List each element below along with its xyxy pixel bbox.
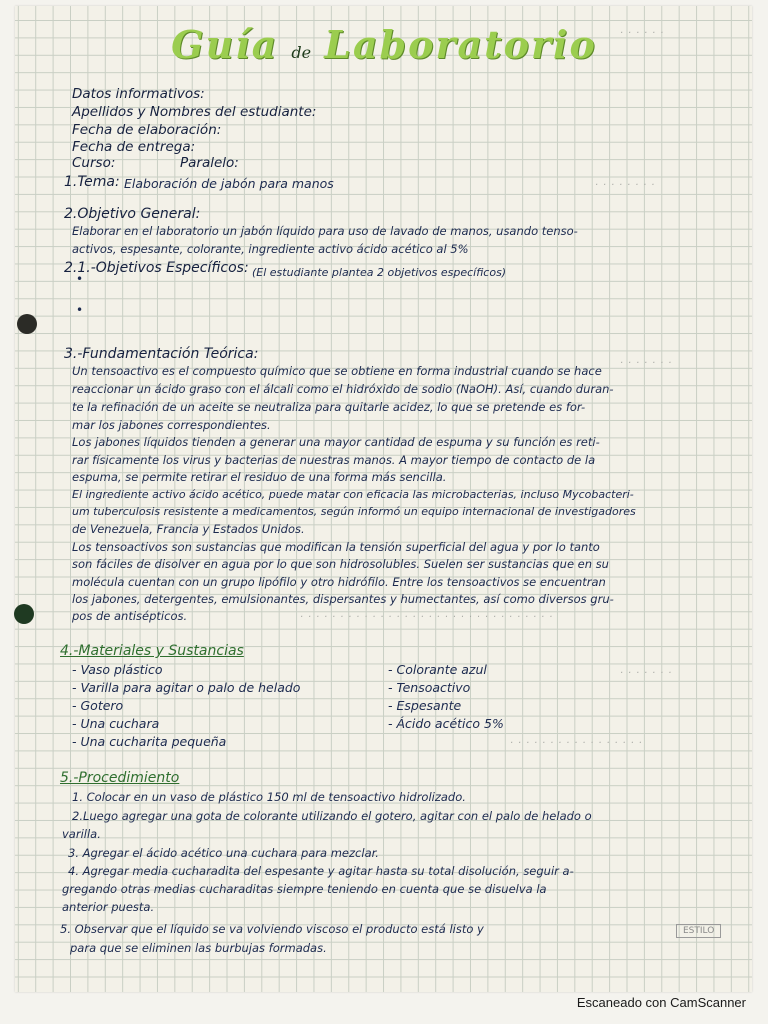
procedimiento-line: gregando otras medias cucharaditas siempre teniendo en cuenta que se disuelva la xyxy=(62,882,547,896)
sustancia-item: - Colorante azul xyxy=(388,662,487,677)
procedimiento-line: 4. Agregar media cucharadita del espesante y agitar hasta su total disolución, seguir a- xyxy=(68,864,574,878)
field-fecha-entrega: Fecha de entrega: xyxy=(72,139,196,155)
tema-text: Elaboración de jabón para manos xyxy=(124,176,334,191)
procedimiento-line: 3. Agregar el ácido acético una cuchara para mezclar. xyxy=(68,846,379,860)
fundamentacion-line: pos de antisépticos. xyxy=(72,609,188,623)
sustancia-item: - Ácido acético 5% xyxy=(388,716,504,731)
fundamentacion-line: molécula cuentan con un grupo lipófilo y otro hidrófilo. Entre los tensoactivos se encuentran xyxy=(72,575,606,589)
fundamentacion-line: mar los jabones correspondientes. xyxy=(72,418,271,432)
objetivos-especificos-note: (El estudiante plantea 2 objetivos específicos) xyxy=(252,266,507,279)
fundamentacion-line: Un tensoactivo es el compuesto químico que se obtiene en forma industrial cuando se hace xyxy=(72,364,602,378)
title-word-guia: Guía xyxy=(171,22,279,67)
bleed-through-text: · · · · · · xyxy=(620,28,665,39)
sustancia-item: - Espesante xyxy=(388,698,462,713)
binder-hole xyxy=(14,604,34,624)
fundamentacion-line: rar físicamente los virus y bacterias de nuestras manos. A mayor tiempo de contacto de la xyxy=(72,453,596,467)
page-title xyxy=(0,22,768,67)
title-word-laboratorio: Laboratorio xyxy=(324,22,597,67)
sustancia-item: - Tensoactivo xyxy=(388,680,471,695)
fundamentacion-line: El ingrediente activo ácido acético, puede matar con eficacia las microbacterias, incluso Mycobacteri- xyxy=(72,488,634,501)
objetivos-especificos-heading: 2.1.-Objetivos Específicos: xyxy=(64,260,249,276)
field-curso: Curso: xyxy=(72,155,116,171)
field-paralelo: Paralelo: xyxy=(180,155,239,171)
fundamentacion-line: te la refinación de un aceite se neutraliza para quitarle acidez, lo que se pretende es for- xyxy=(72,400,586,414)
objetivo-general-heading: 2.Objetivo General: xyxy=(64,206,201,222)
objetivo-general-line: Elaborar en el laboratorio un jabón líquido para uso de lavado de manos, usando tenso- xyxy=(72,224,578,238)
field-apellidos: Apellidos y Nombres del estudiante: xyxy=(72,104,317,120)
material-item: - Una cuchara xyxy=(72,716,160,731)
material-item: - Gotero xyxy=(72,698,124,713)
material-item: - Varilla para agitar o palo de helado xyxy=(72,680,301,695)
bleed-through-text: · · · · · · · · · · · · · · · · · xyxy=(510,738,643,749)
fundamentacion-line: um tuberculosis resistente a medicamentos, según informó un equipo internacional de investigadores xyxy=(72,505,636,518)
bleed-through-text: · · · · · · · · · · · · · · · · · · · · · · · · · · · · · · · · xyxy=(300,612,554,623)
fundamentacion-line: son fáciles de disolver en agua por lo que son hidrosolubles. Suelen ser sustancias que en su xyxy=(72,557,609,571)
objetivo-bullet: • xyxy=(76,303,84,317)
objetivo-general-line: activos, espesante, colorante, ingrediente activo ácido acético al 5% xyxy=(72,242,469,256)
procedimiento-heading: 5.-Procedimiento xyxy=(60,770,180,786)
objetivo-bullet: • xyxy=(76,272,84,286)
procedimiento-line: varilla. xyxy=(62,827,101,841)
materiales-heading: 4.-Materiales y Sustancias xyxy=(60,643,244,659)
fundamentacion-line: de Venezuela, Francia y Estados Unidos. xyxy=(72,522,305,536)
procedimiento-line: 2.Luego agregar una gota de colorante utilizando el gotero, agitar con el palo de helado o xyxy=(72,809,592,823)
datos-heading: Datos informativos: xyxy=(72,86,205,102)
scanner-watermark: Escaneado con CamScanner xyxy=(576,995,746,1010)
procedimiento-line: anterior puesta. xyxy=(62,900,155,914)
bleed-through-text: · · · · · · · xyxy=(620,358,673,369)
field-fecha-elaboracion: Fecha de elaboración: xyxy=(72,122,222,138)
fundamentacion-line: Los tensoactivos son sustancias que modifican la tensión superficial del agua y por lo tanto xyxy=(72,540,600,554)
bleed-through-text: · · · · · · · xyxy=(620,668,673,679)
material-item: - Una cucharita pequeña xyxy=(72,734,227,749)
fundamentacion-line: los jabones, detergentes, emulsionantes, dispersantes y humectantes, así como diversos gru- xyxy=(72,592,614,606)
title-word-de: de xyxy=(291,43,312,62)
fundamentacion-line: espuma, se permite retirar el residuo de una forma más sencilla. xyxy=(72,470,447,484)
binder-hole xyxy=(17,314,37,334)
fundamentacion-heading: 3.-Fundamentación Teórica: xyxy=(64,346,259,362)
procedimiento-line: para que se eliminen las burbujas formadas. xyxy=(70,941,327,955)
fundamentacion-line: Los jabones líquidos tienden a generar una mayor cantidad de espuma y su función es reti- xyxy=(72,435,600,449)
procedimiento-line: 1. Colocar en un vaso de plástico 150 ml de tensoactivo hidrolizado. xyxy=(72,790,466,804)
procedimiento-line: 5. Observar que el líquido se va volviendo viscoso el producto está listo y xyxy=(60,922,484,936)
bleed-through-text: · · · · · · · · xyxy=(595,180,656,191)
fundamentacion-line: reaccionar un ácido graso con el álcali como el hidróxido de sodio (NaOH). Así, cuando duran- xyxy=(72,382,614,396)
estilo-stamp: ESTILO xyxy=(676,924,721,938)
material-item: - Vaso plástico xyxy=(72,662,163,677)
tema-label: 1.Tema: xyxy=(64,174,120,190)
